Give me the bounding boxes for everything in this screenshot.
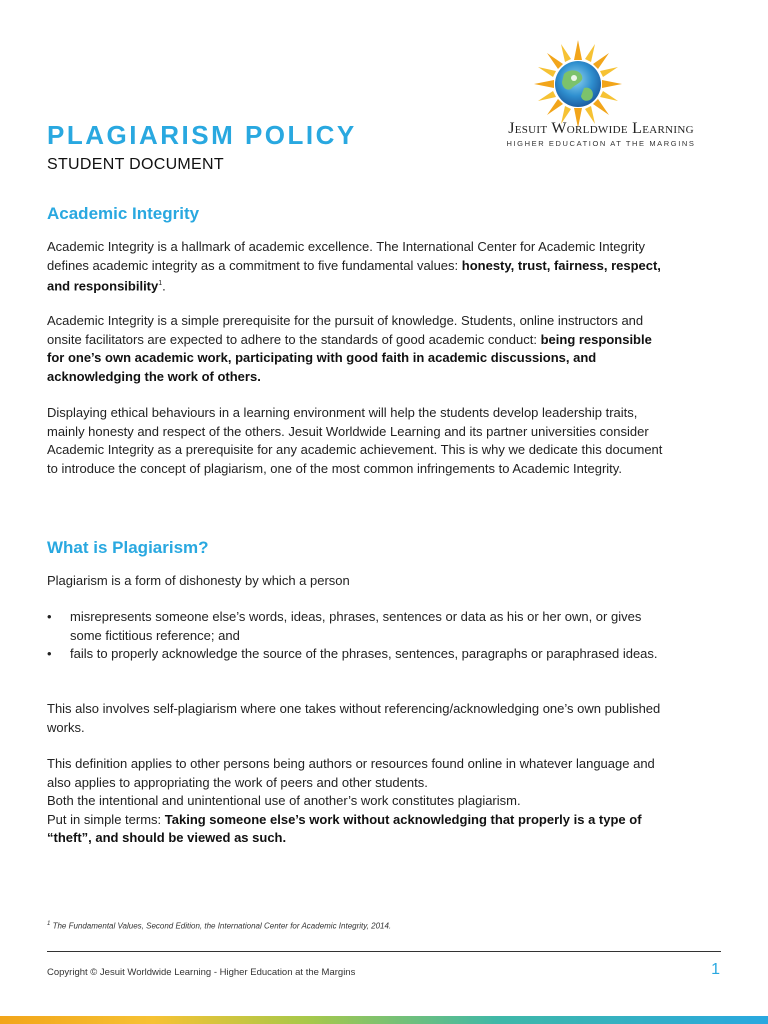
paragraph-integrity-definition [47,238,672,296]
footnote-ref: 1 [158,280,163,287]
page-number: 1 [711,961,720,978]
logo-wordmark: Jesuit Worldwide Learning [508,120,694,137]
list-item-text: fails to properly acknowledge the source of the phrases, sentences, paragraphs or paraphrased ideas. [70,646,658,661]
paragraph-definition-scope [47,755,672,848]
paragraph-plagiarism-intro: Plagiarism is a form of dishonesty by which a person [47,573,350,588]
plagiarism-bullet-list [47,608,672,664]
section-heading-what-is-plagiarism: What is Plagiarism? [47,538,209,557]
bullet-glyph: • [47,609,52,624]
footer-color-bar [0,1016,768,1024]
jwl-logo [476,38,728,154]
paragraph-text: Academic Integrity is a hallmark of academic excellence. The International Center for Academic Integrity defines academic integrity as a commitment to five fundamental values: [47,239,646,273]
footer-divider [47,951,721,952]
list-item [47,645,672,664]
footnote [47,921,391,931]
paragraph-end: . [162,278,166,294]
bold-conduct: being responsible for one’s own academic work, participating with good faith in academic discussions, and acknowledging the work of others. [47,331,652,384]
section-heading-academic-integrity: Academic Integrity [47,204,200,223]
paragraph-self-plagiarism: This also involves self-plagiarism where one takes without referencing/acknowledging one’s own published works. [47,701,661,735]
paragraph-text: Put in simple terms: [47,811,165,827]
sun-globe-icon [526,38,630,130]
bullet-glyph: • [47,646,52,661]
logo-tagline: HIGHER EDUCATION AT THE MARGINS [506,139,696,148]
bold-values: honesty, trust, fairness, respect, and responsibility [47,257,661,294]
list-item [47,608,672,645]
paragraph-integrity-prerequisite [47,312,672,386]
bold-theft-statement: Taking someone else’s work without acknowledging that properly is a type of “theft”, and should be viewed as such. [47,811,642,845]
paragraph-text: Both the intentional and unintentional use of another’s work constitutes plagiarism. [47,793,521,808]
list-item-text: misrepresents someone else’s words, ideas, phrases, sentences or data as his or her own, or gives some fictitious reference; and [70,609,642,643]
footer-copyright: Copyright © Jesuit Worldwide Learning - Higher Education at the Margins [47,967,356,978]
footnote-mark: 1 [47,921,51,927]
page-subtitle: STUDENT DOCUMENT [47,156,224,173]
page-title: PLAGIARISM POLICY [47,120,357,150]
paragraph-text: Academic Integrity is a simple prerequisite for the pursuit of knowledge. Students, online instructors and onsite facilitators are expected to adhere to the standards of good academic conduct: [47,313,644,347]
footnote-text: The Fundamental Values, Second Edition, the International Center for Academic Integrity, 2014. [50,921,392,931]
paragraph-text: This definition applies to other persons being authors or resources found online in whatever language and also applies to appropriating the work of peers and other students. [47,756,655,790]
paragraph-ethical-behaviours: Displaying ethical behaviours in a learning environment will help the students develop leadership traits, mainly honesty and respect of the others. Jesuit Worldwide Learning and its partner universities consider Academic Integrity as a prerequisite for any academic achievement. This is why we dedicate this document to introduce the concept of plagiarism, one of the most common infringements to Academic Integrity. [47,405,663,476]
